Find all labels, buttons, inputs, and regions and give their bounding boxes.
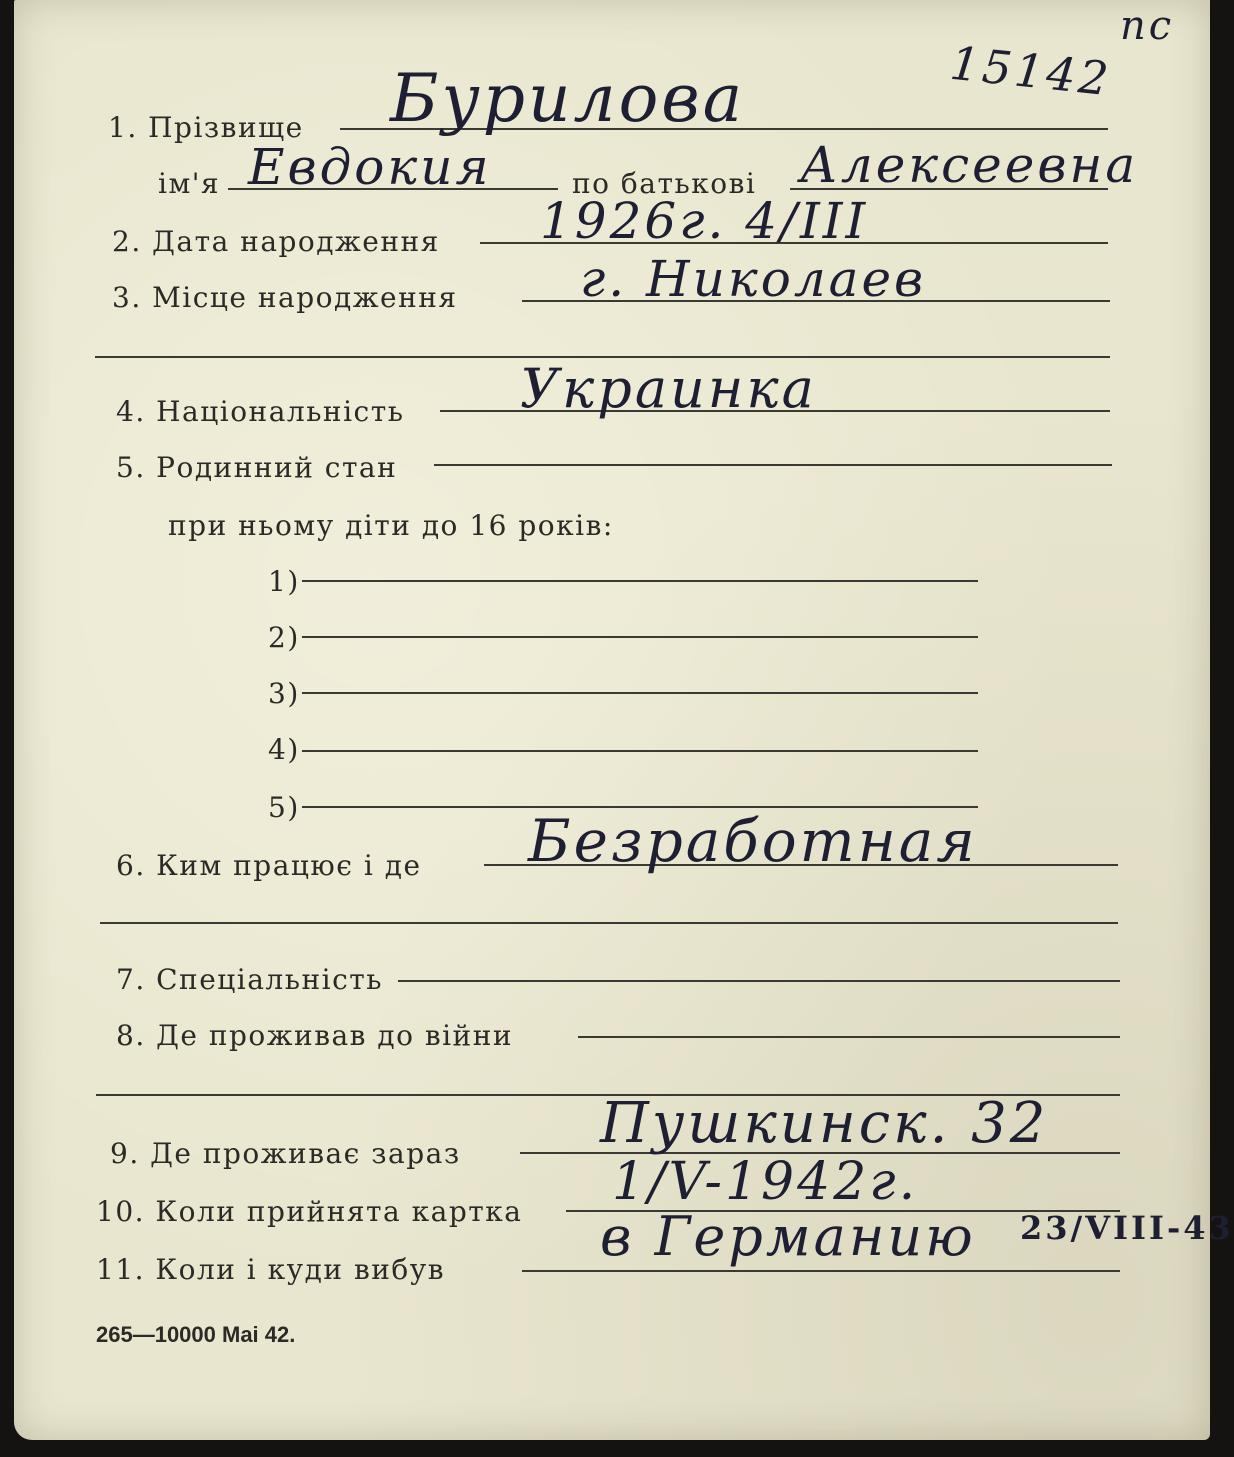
child-item-5: 5) — [268, 791, 300, 824]
prewar-line — [578, 1036, 1120, 1038]
departed-value: в Германию — [600, 1205, 976, 1268]
surname-value: Бурилова — [390, 60, 746, 137]
birthdate-label: 2. Дата народження — [112, 225, 440, 258]
current-label: 9. Де проживає зараз — [110, 1137, 461, 1170]
card-number: 15142 — [947, 35, 1114, 107]
specialty-line — [398, 980, 1120, 982]
birthdate-value: 1926г. 4/III — [540, 192, 869, 250]
child-item-2: 2) — [268, 621, 300, 654]
work-line-2 — [100, 922, 1118, 924]
work-value: Безработная — [528, 807, 978, 875]
patronymic-label: по батькові — [572, 167, 757, 200]
card-value: 1/V-1942г. — [612, 1152, 919, 1212]
child-item-1: 1) — [268, 565, 300, 598]
child-item-3: 3) — [268, 677, 300, 710]
print-footer: 265—10000 Mai 42. — [96, 1322, 296, 1347]
marital-line — [434, 464, 1112, 466]
card-label: 10. Коли прийнята картка — [96, 1195, 523, 1228]
current-value: Пушкинск. 32 — [600, 1091, 1049, 1156]
child-line-1 — [302, 580, 978, 582]
child-line-4 — [302, 750, 978, 752]
surname-label: 1. Прізвище — [108, 111, 304, 144]
marital-label: 5. Родинний стан — [116, 451, 398, 484]
departed-date: 23/VIII-43 — [1020, 1209, 1234, 1247]
children-label: при ньому діти до 16 років: — [168, 509, 614, 542]
patronymic-value: Алексеевна — [800, 136, 1139, 194]
specialty-label: 7. Спеціальність — [116, 963, 383, 996]
nationality-label: 4. Національність — [116, 395, 405, 428]
prewar-label: 8. Де проживав до війни — [116, 1019, 514, 1052]
name-label: ім'я — [158, 167, 221, 200]
child-line-3 — [302, 692, 978, 694]
departed-line — [522, 1270, 1120, 1272]
departed-label: 11. Коли і куди вибув — [96, 1253, 445, 1286]
child-line-2 — [302, 636, 978, 638]
corner-mark: пс — [1120, 3, 1175, 49]
birthplace-label: 3. Місце народження — [112, 281, 458, 314]
birthplace-value: г. Николаев — [580, 250, 927, 308]
work-label: 6. Ким працює і де — [116, 849, 422, 882]
name-value: Евдокия — [248, 138, 492, 196]
nationality-value: Украинка — [520, 357, 817, 420]
child-item-4: 4) — [268, 733, 300, 766]
